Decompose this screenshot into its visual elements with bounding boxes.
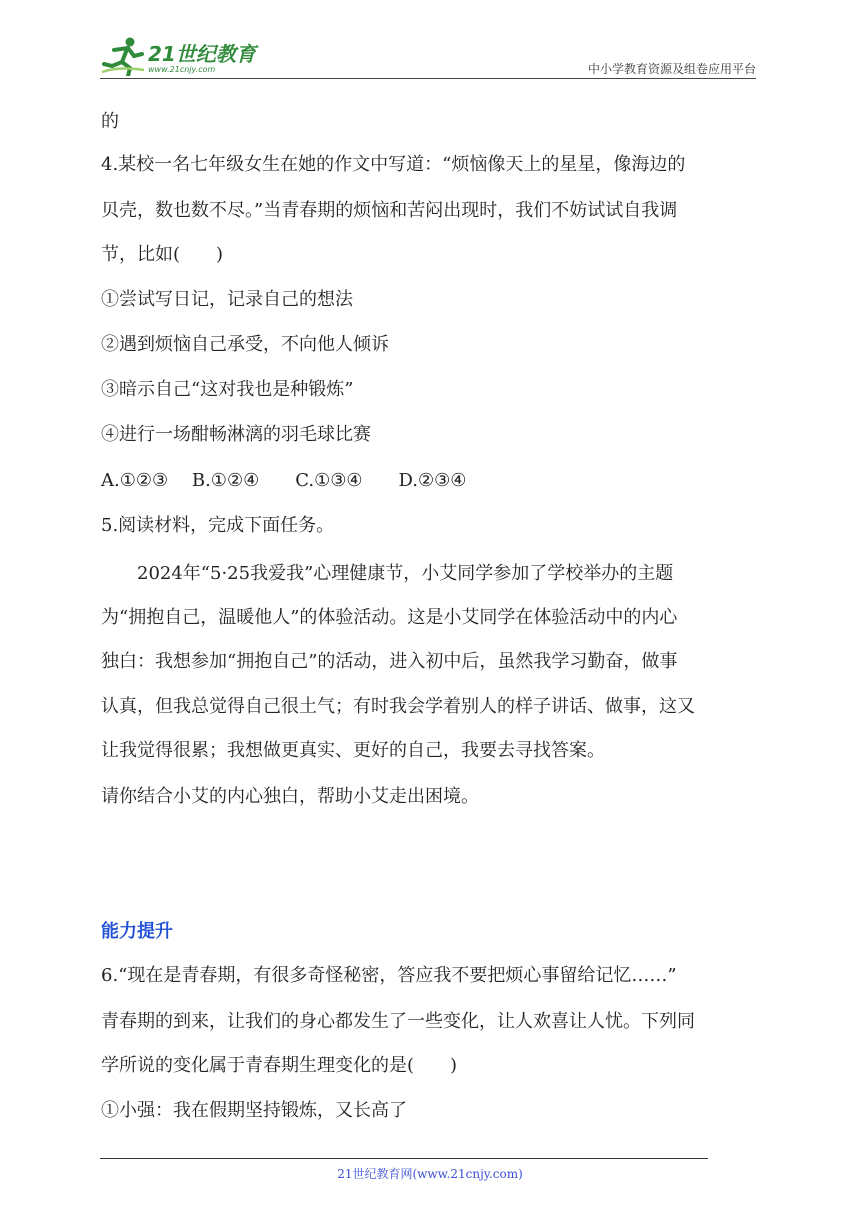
text-line: 认真，但我总觉得自己很土气；有时我会学着别人的样子讲话、做事，这又 bbox=[101, 696, 695, 717]
text-line: 独白：我想参加“拥抱自己”的活动，进入初中后，虽然我学习勤奋，做事 bbox=[101, 651, 678, 672]
page-footer: 21世纪教育网(www.21cnjy.com) bbox=[337, 1167, 523, 1181]
question-4-stem: 4.某校一名七年级女生在她的作文中写道：“烦恼像天上的星星，像海边的 bbox=[101, 154, 686, 175]
option-line: ①尝试写日记，记录自己的想法 bbox=[101, 289, 353, 310]
runner-logo-icon bbox=[100, 36, 146, 76]
option-line: ③暗示自己“这对我也是种锻炼” bbox=[101, 379, 354, 400]
answer-choices: A.①②③ B.①②④ C.①③④ D.②③④ bbox=[101, 470, 467, 491]
footer-divider bbox=[100, 1158, 708, 1159]
text-line: 的 bbox=[101, 111, 119, 132]
text-line: 为“拥抱自己，温暖他人”的体验活动。这是小艾同学在体验活动中的内心 bbox=[101, 607, 678, 628]
text-line: 学所说的变化属于青春期生理变化的是( ) bbox=[101, 1055, 458, 1076]
section-heading: 能力提升 bbox=[101, 921, 173, 942]
text-line: 节，比如( ) bbox=[101, 244, 224, 265]
question-5-stem: 5.阅读材料，完成下面任务。 bbox=[101, 515, 335, 536]
option-line: ①小强：我在假期坚持锻炼，又长高了 bbox=[101, 1100, 407, 1121]
page-header bbox=[100, 34, 756, 80]
logo-url: www.21cnjy.com bbox=[148, 65, 216, 74]
question-6-stem: 6.“现在是青春期，有很多奇怪秘密，答应我不要把烦心事留给记忆……” bbox=[101, 965, 677, 986]
material-paragraph: 2024年“5·25我爱我”心理健康节，小艾同学参加了学校举办的主题 bbox=[101, 563, 674, 584]
task-prompt: 请你结合小艾的内心独白，帮助小艾走出困境。 bbox=[101, 786, 479, 807]
header-divider bbox=[100, 78, 756, 79]
platform-tagline: 中小学教育资源及组卷应用平台 bbox=[587, 62, 756, 76]
text-line: 让我觉得很累；我想做更真实、更好的自己，我要去寻找答案。 bbox=[101, 740, 605, 761]
text-line: 青春期的到来，让我们的身心都发生了一些变化，让人欢喜让人忧。下列同 bbox=[101, 1011, 695, 1032]
option-line: ②遇到烦恼自己承受，不向他人倾诉 bbox=[101, 334, 389, 355]
site-logo bbox=[100, 34, 260, 78]
option-line: ④进行一场酣畅淋漓的羽毛球比赛 bbox=[101, 424, 371, 445]
text-line: 贝壳，数也数不尽。”当青春期的烦恼和苦闷出现时，我们不妨试试自我调 bbox=[101, 200, 678, 221]
logo-title: 21世纪教育 bbox=[148, 42, 256, 66]
